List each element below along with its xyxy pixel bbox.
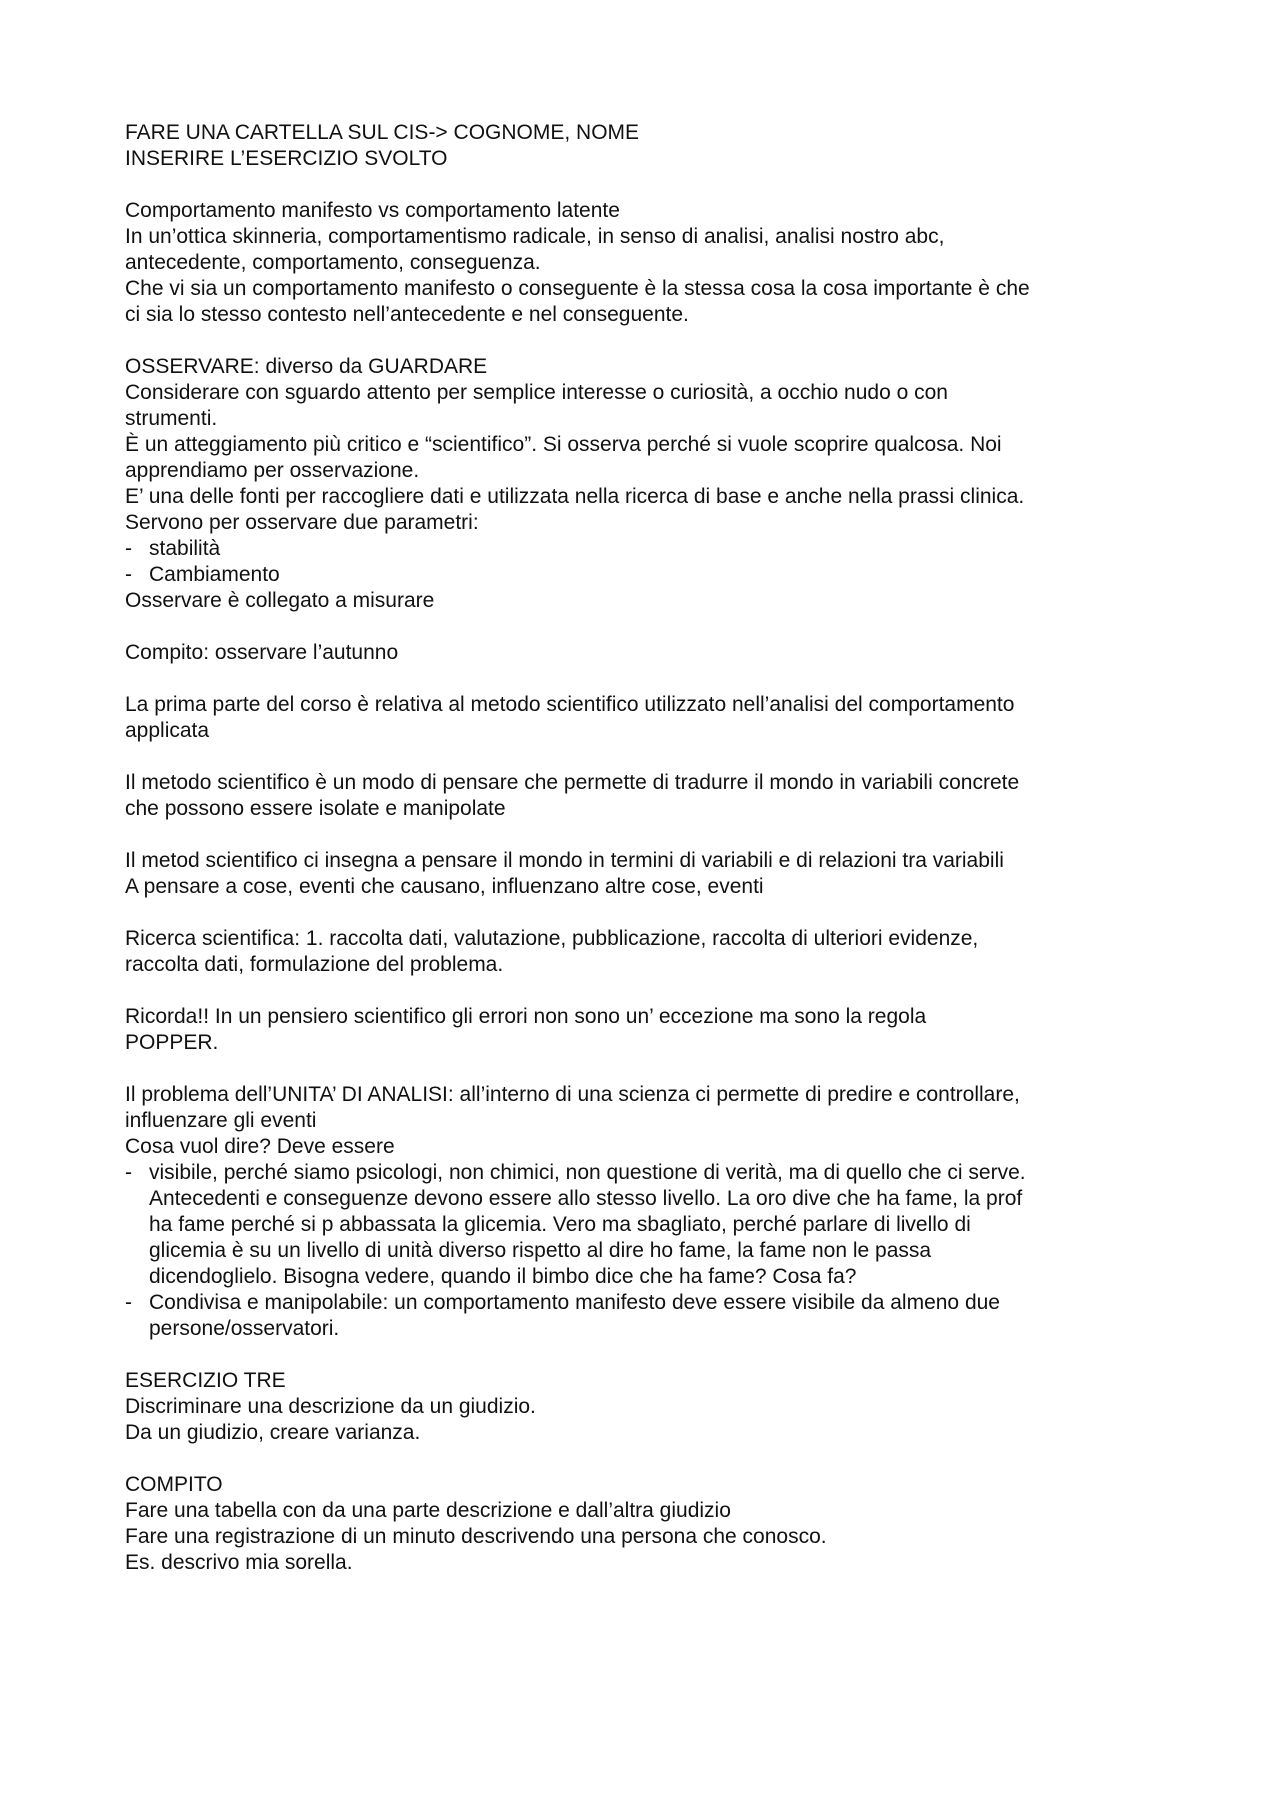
text-line: persone/osservatori. — [149, 1317, 340, 1340]
text-line: Discriminare una descrizione da un giudizio. — [125, 1395, 536, 1418]
text-line: E’ una delle fonti per raccogliere dati e utilizzata nella ricerca di base e anche nella prassi clinica. — [125, 485, 1025, 508]
list-item — [125, 1160, 1185, 1290]
text-line: Il metodo scientifico è un modo di pensare che permette di tradurre il mondo in variabili concrete — [125, 771, 1020, 794]
paragraph-compito-autunno — [125, 640, 1185, 666]
text-line: A pensare a cose, eventi che causano, influenzano altre cose, eventi — [125, 875, 764, 898]
text-line: Cosa vuol dire? Deve essere — [125, 1135, 395, 1158]
paragraph-osservare — [125, 354, 1185, 614]
text-line: - Cambiamento — [149, 563, 280, 586]
text-line: Fare una tabella con da una parte descrizione e dall’altra giudizio — [125, 1499, 731, 1522]
paragraph-metod-variabili — [125, 848, 1185, 900]
text-line: In un’ottica skinneria, comportamentismo radicale, in senso di analisi, analisi nostro abc, — [125, 225, 945, 248]
text-line: Osservare è collegato a misurare — [125, 589, 435, 612]
paragraph-metodo-scientifico — [125, 770, 1185, 822]
list-item — [125, 536, 1185, 562]
paragraph-esercizio-tre — [125, 1368, 1185, 1446]
paragraph-ricerca-scientifica — [125, 926, 1185, 978]
paragraph-unita-di-analisi — [125, 1082, 1185, 1342]
text-line: dicendoglielo. Bisogna vedere, quando il bimbo dice che ha fame? Cosa fa? — [149, 1265, 857, 1288]
text-line: Servono per osservare due parametri: — [125, 511, 479, 534]
document-page — [125, 120, 1185, 1602]
text-line: applicata — [125, 719, 210, 742]
text-line: ha fame perché si p abbassata la glicemia. Vero ma sbagliato, perché parlare di livello di — [149, 1213, 971, 1236]
text-line: Da un giudizio, creare varianza. — [125, 1421, 421, 1444]
text-line: antecedente, comportamento, conseguenza. — [125, 251, 541, 274]
text-line: - Condivisa e manipolabile: un comportamento manifesto deve essere visibile da almeno due — [149, 1291, 1000, 1314]
text-line: ESERCIZIO TRE — [125, 1369, 286, 1392]
text-line: POPPER. — [125, 1031, 219, 1054]
text-line: Il metod scientifico ci insegna a pensare il mondo in termini di variabili e di relazioni tra variabili — [125, 849, 1004, 872]
text-line: Ricerca scientifica: 1. raccolta dati, valutazione, pubblicazione, raccolta di ulteriori evidenze, — [125, 927, 979, 950]
paragraph-ricorda — [125, 1004, 1185, 1056]
text-line: che possono essere isolate e manipolate — [125, 797, 506, 820]
list-item — [125, 562, 1185, 588]
text-line: Considerare con sguardo attento per semplice interesse o curiosità, a occhio nudo o con — [125, 381, 948, 404]
text-line: Antecedenti e conseguenze devono essere allo stesso livello. La oro dive che ha fame, la prof — [149, 1187, 1023, 1210]
list-item — [125, 1290, 1185, 1342]
requirements-list — [125, 1160, 1185, 1342]
parameters-list — [125, 536, 1185, 588]
text-line: È un atteggiamento più critico e “scientifico”. Si osserva perché si vuole scoprire qualcosa. Noi — [125, 433, 1002, 456]
text-line: La prima parte del corso è relativa al metodo scientifico utilizzato nell’analisi del comportamento — [125, 693, 1015, 716]
text-line: glicemia è su un livello di unità diverso rispetto al dire ho fame, la fame non le passa — [149, 1239, 932, 1262]
text-line: Fare una registrazione di un minuto descrivendo una persona che conosco. — [125, 1525, 827, 1548]
paragraph-instructions — [125, 120, 1185, 172]
text-line: Comportamento manifesto vs comportamento latente — [125, 199, 620, 222]
text-line: FARE UNA CARTELLA SUL CIS-> COGNOME, NOME — [125, 121, 640, 144]
text-line: Che vi sia un comportamento manifesto o conseguente è la stessa cosa la cosa importante è che — [125, 277, 1030, 300]
text-line: Ricorda!! In un pensiero scientifico gli errori non sono un’ eccezione ma sono la regola — [125, 1005, 927, 1028]
text-line: Compito: osservare l’autunno — [125, 641, 399, 664]
text-line: - stabilità — [149, 537, 221, 560]
paragraph-prima-parte — [125, 692, 1185, 744]
text-line: Es. descrivo mia sorella. — [125, 1551, 353, 1574]
text-line: Il problema dell’UNITA’ DI ANALISI: all’interno di una scienza ci permette di predire e controllare, — [125, 1083, 1020, 1106]
text-line: apprendiamo per osservazione. — [125, 459, 420, 482]
text-line: ci sia lo stesso contesto nell’antecedente e nel conseguente. — [125, 303, 689, 326]
text-line: OSSERVARE: diverso da GUARDARE — [125, 355, 488, 378]
text-line: influenzare gli eventi — [125, 1109, 317, 1132]
paragraph-compito — [125, 1472, 1185, 1576]
text-line: raccolta dati, formulazione del problema. — [125, 953, 504, 976]
text-line: COMPITO — [125, 1473, 223, 1496]
paragraph-comportamento — [125, 198, 1185, 328]
text-line: INSERIRE L’ESERCIZIO SVOLTO — [125, 147, 448, 170]
text-line: strumenti. — [125, 407, 218, 430]
text-line: - visibile, perché siamo psicologi, non chimici, non questione di verità, ma di quello che ci serve. — [149, 1161, 1026, 1184]
